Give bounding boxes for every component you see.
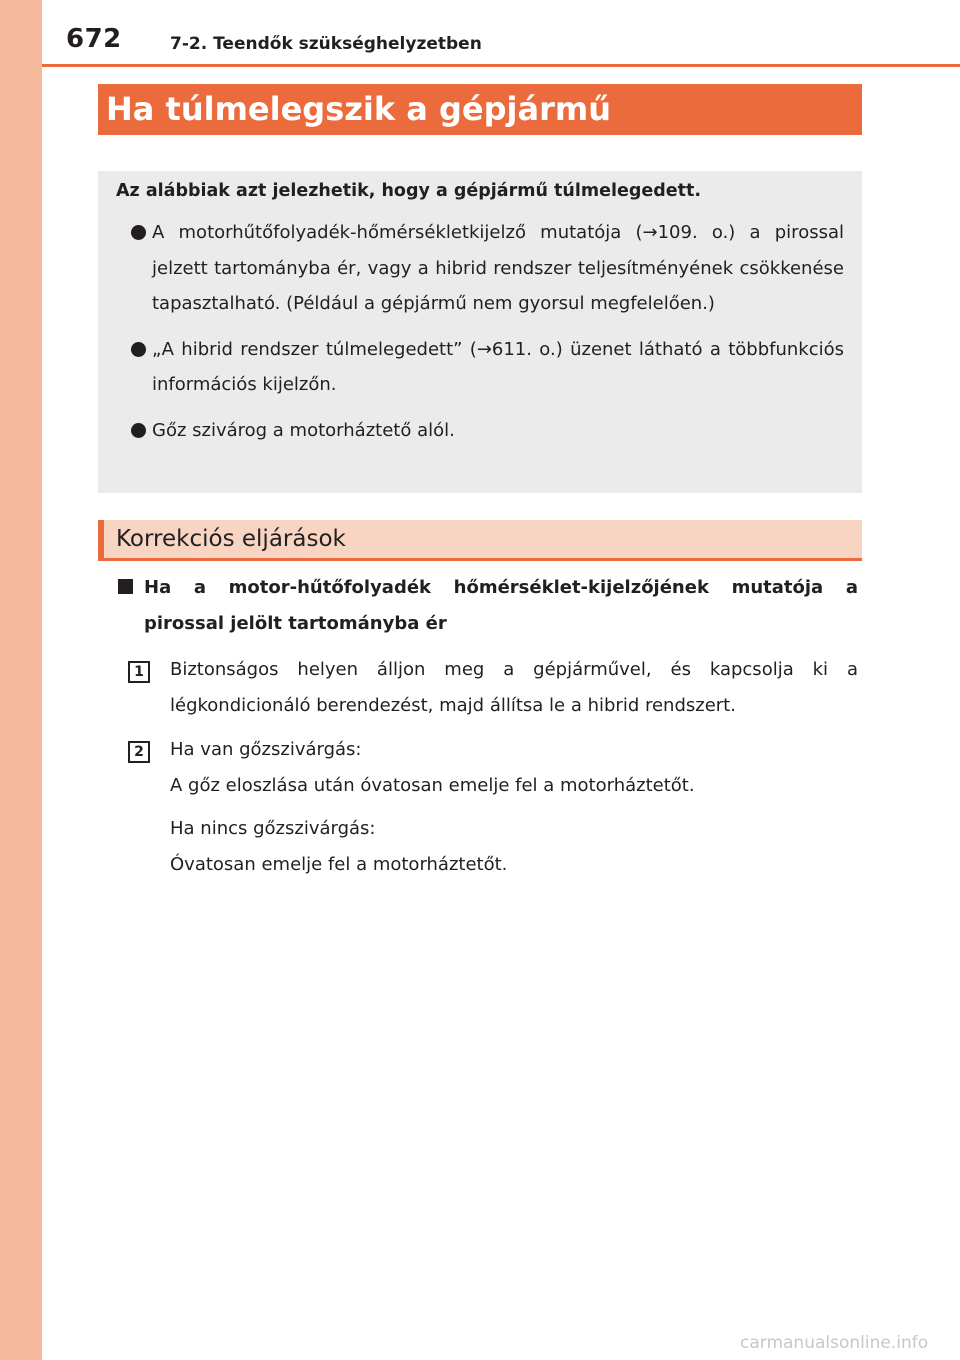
header-rule [42,64,960,67]
symptom-intro: Az alábbiak azt jelezhetik, hogy a gépjármű túlmelegedett. [116,181,701,201]
step-text: Biztonságos helyen álljon meg a gépjárművel, és kapcsolja ki a légkondicionáló berendezést, majd állítsa le a hibrid rendszert. [170,659,858,716]
step-line: Ha van gőzszivárgás: [170,739,362,760]
watermark: carmanualsonline.info [740,1333,929,1353]
page-number: 672 [66,24,122,54]
page-title: Ha túlmelegszik a gépjármű [98,84,862,135]
symptom-text: A motorhűtőfolyadék-hőmérsékletkijelző mutatója (→109. o.) a pirossal jelzett tartományba ér, vagy a hibrid rendszer teljesítményének csökkenése tapasztalható. (Például a gépjármű nem gyorsul megfelelően.) [152,222,844,314]
step-line: Ha nincs gőzszivárgás: [170,818,376,839]
symptom-bullet [116,332,844,403]
step-number-badge: 2 [128,741,150,763]
chapter-header: 7-2. Teendők szükséghelyzetben [170,34,482,54]
step-2 [128,732,858,882]
step-1 [128,652,858,723]
symptom-bullet [116,413,844,449]
symptom-bullet [116,215,844,322]
procedure-subheading [118,570,858,641]
step-body [170,732,858,882]
bullet-dot-icon [131,342,146,357]
bullet-dot-icon [131,423,146,438]
bullet-dot-icon [131,225,146,240]
step-line: A gőz eloszlása után óvatosan emelje fel a motorháztetőt. [170,774,695,796]
step-number-badge: 1 [128,661,150,683]
section-heading: Korrekciós eljárások [98,520,862,561]
square-bullet-icon [118,579,133,594]
symptom-text: „A hibrid rendszer túlmelegedett” (→611. o.) üzenet látható a többfunkciós információs kijelzőn. [152,338,844,395]
side-color-strip [0,0,42,1360]
step-line: Óvatosan emelje fel a motorháztetőt. [170,853,508,875]
symptom-text: Gőz szivárog a motorháztető alól. [152,419,455,441]
subheading-text: Ha a motor-hűtőfolyadék hőmérséklet-kijelzőjének mutatója a pirossal jelölt tartományba ér [144,577,858,634]
symptom-box [98,171,862,493]
